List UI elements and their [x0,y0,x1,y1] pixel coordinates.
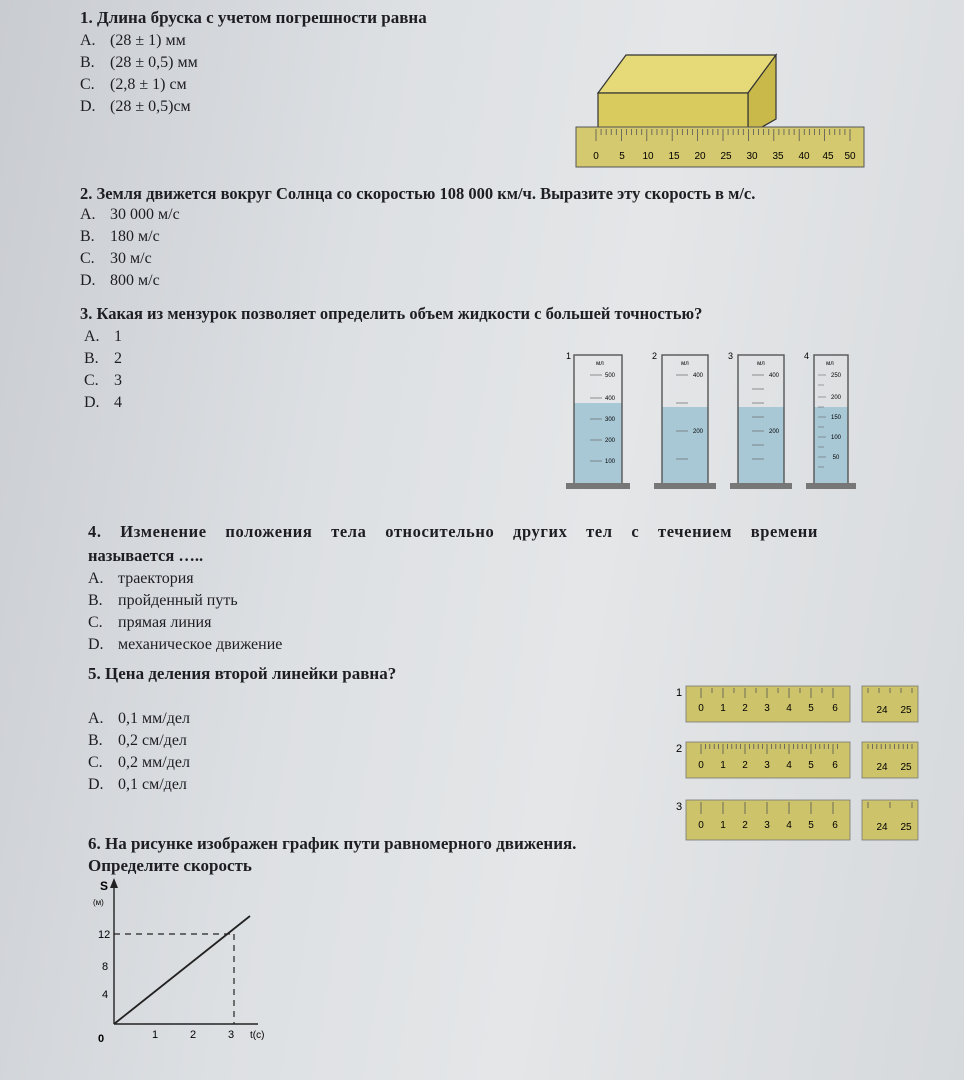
cylinder-4-unit: мл [826,361,834,367]
distance-time-graph [80,872,290,1052]
ruler-b-number: 2 [676,743,683,755]
q3-options [84,328,122,412]
cylinder-1 [566,351,630,489]
ruler-1-label: 0 [593,151,599,162]
ruler-c-label: 3 [764,820,770,831]
three-rulers-figure [670,680,930,850]
cylinder-2 [652,351,716,489]
q4-title-line2: называется ….. [88,546,204,565]
cylinder-4-mark: 100 [830,435,842,441]
q4-option-c[interactable]: C. прямая линия [88,614,212,631]
path-graph-line [114,916,250,1024]
y-axis-unit: (м) [93,898,104,907]
cylinder-3-unit: мл [757,361,765,367]
q4-option-a[interactable]: A. траектория [88,570,194,587]
q1-option-d[interactable]: D. (28 ± 0,5)см [80,98,191,115]
q6-title-line2: Определите скорость [88,856,252,875]
cylinder-3-mark: 400 [768,373,780,379]
ruler-a-label: 6 [832,703,838,714]
cylinder-1-mark: 400 [604,396,616,402]
cylinder-1-mark: 200 [604,438,616,444]
ruler-c-label: 6 [832,820,838,831]
cylinder-2-mark: 200 [692,429,704,435]
q5-option-a[interactable]: A. 0,1 мм/дел [88,710,190,727]
cylinder-1-number: 1 [566,351,572,361]
measuring-cylinders-figure [560,345,860,495]
ruler-a-number: 1 [676,687,683,699]
ruler-b-label: 0 [698,760,704,771]
q1-option-b[interactable]: B. (28 ± 0,5) мм [80,54,198,71]
ruler-b-label: 3 [764,760,770,771]
ruler-b-label: 4 [786,760,792,771]
ruler-a-label: 25 [900,705,912,716]
cylinder-4-mark: 150 [830,415,842,421]
ruler-c-label: 1 [720,820,726,831]
cylinder-4 [804,351,856,489]
ruler-c-number: 3 [676,801,683,813]
q4-option-b[interactable]: B. пройденный путь [88,592,238,609]
ruler-b-label: 5 [808,760,814,771]
q3-option-d[interactable]: D. 4 [84,394,122,411]
ruler-c-label: 2 [742,820,748,831]
x-tick-label: 1 [152,1029,159,1041]
q2-title: 2. Земля движется вокруг Солнца со скоростью 108 000 км/ч. Выразите эту скорость в м/с. [80,184,756,203]
q3-option-a[interactable]: A. 1 [84,328,122,345]
y-axis-arrow-icon [110,878,118,888]
ruler-1-label: 30 [746,151,758,162]
ruler-1-label: 5 [619,151,625,162]
cylinder-3 [728,351,792,489]
q4-option-d[interactable]: D. механическое движение [88,636,283,653]
ruler-c-label: 0 [698,820,704,831]
ruler-a-label: 3 [764,703,770,714]
cylinder-1-unit: мл [596,361,604,367]
cylinder-2-mark: 400 [692,373,704,379]
q1-option-a[interactable]: A. (28 ± 1) мм [80,32,186,49]
ruler-c [676,800,918,840]
cylinder-1-mark: 300 [604,417,616,423]
ruler-1-label: 15 [668,151,680,162]
block-on-ruler-figure [570,45,870,175]
q2-option-d[interactable]: D. 800 м/с [80,272,160,289]
cylinder-1-mark: 500 [604,373,616,379]
cylinder-2-unit: мл [681,361,689,367]
q2-option-c[interactable]: C. 30 м/с [80,250,152,267]
ruler-b-label: 24 [876,762,888,773]
ruler-c-label: 4 [786,820,792,831]
ruler-c-label: 25 [900,822,912,833]
ruler-1-label: 20 [694,151,706,162]
ruler-b-label: 2 [742,760,748,771]
cylinder-1-liquid [574,403,622,485]
q5-title: 5. Цена деления второй линейки равна? [88,664,397,683]
cylinder-3-mark: 200 [768,429,780,435]
q4-title-line1: 4. Изменение положения тела относительно других тел с течением времени [88,522,818,541]
ruler-1-label: 45 [822,151,834,162]
y-tick-label: 12 [98,929,111,941]
q3-title: 3. Какая из мензурок позволяет определить объем жидкости с большей точностью? [80,304,703,323]
ruler-1-label: 25 [720,151,732,162]
x-tick-label: 3 [228,1029,235,1041]
q4-options [88,570,282,654]
ruler-a-label: 0 [698,703,704,714]
ruler-a-label: 5 [808,703,814,714]
ruler-a-label: 24 [876,705,888,716]
q5-option-c[interactable]: C. 0,2 мм/дел [88,754,190,771]
q1-title: 1. Длина бруска с учетом погрешности равна [80,8,427,27]
q1-options [80,32,198,116]
q5-option-b[interactable]: B. 0,2 см/дел [88,732,187,749]
cylinder-3-number: 3 [728,351,734,361]
q5-options [88,710,190,794]
ruler-a-label: 4 [786,703,792,714]
cylinder-4-mark: 250 [830,373,842,379]
ruler-b-label: 6 [832,760,838,771]
ruler-b [676,742,918,778]
q2-options [80,206,180,290]
x-tick-label: 2 [190,1029,197,1041]
ruler-a-label: 2 [742,703,748,714]
cylinder-3-liquid [738,407,784,485]
cylinder-1-mark: 100 [604,459,616,465]
q6-title-line1: 6. На рисунке изображен график пути равномерного движения. [88,834,577,853]
cylinder-4-mark: 200 [830,395,842,401]
origin-label: 0 [98,1033,105,1045]
q2-option-a[interactable]: A. 30 000 м/с [80,206,180,223]
ruler-b-label: 1 [720,760,726,771]
ruler-b-label: 25 [900,762,912,773]
ruler-1-label: 10 [642,151,654,162]
ruler-1-label: 50 [844,151,856,162]
block-top-face [598,55,776,93]
cylinder-4-mark: 50 [832,455,840,461]
q3-option-c[interactable]: C. 3 [84,372,122,389]
ruler-c-label: 24 [876,822,888,833]
ruler-a [676,686,918,722]
y-tick-label: 4 [102,989,109,1001]
q3-option-b[interactable]: B. 2 [84,350,122,367]
cylinder-4-number: 4 [804,351,810,361]
ruler-1-label: 40 [798,151,810,162]
cylinder-2-number: 2 [652,351,658,361]
q1-option-c[interactable]: C. (2,8 ± 1) см [80,76,187,93]
q5-option-d[interactable]: D. 0,1 см/дел [88,776,187,793]
q2-option-b[interactable]: B. 180 м/с [80,228,160,245]
ruler-c-label: 5 [808,820,814,831]
y-tick-label: 8 [102,961,109,973]
ruler-1-label: 35 [772,151,784,162]
cylinder-2-liquid [662,407,708,485]
ruler-a-label: 1 [720,703,726,714]
x-axis-label: t(с) [250,1030,265,1041]
y-axis-symbol: S [100,879,109,893]
